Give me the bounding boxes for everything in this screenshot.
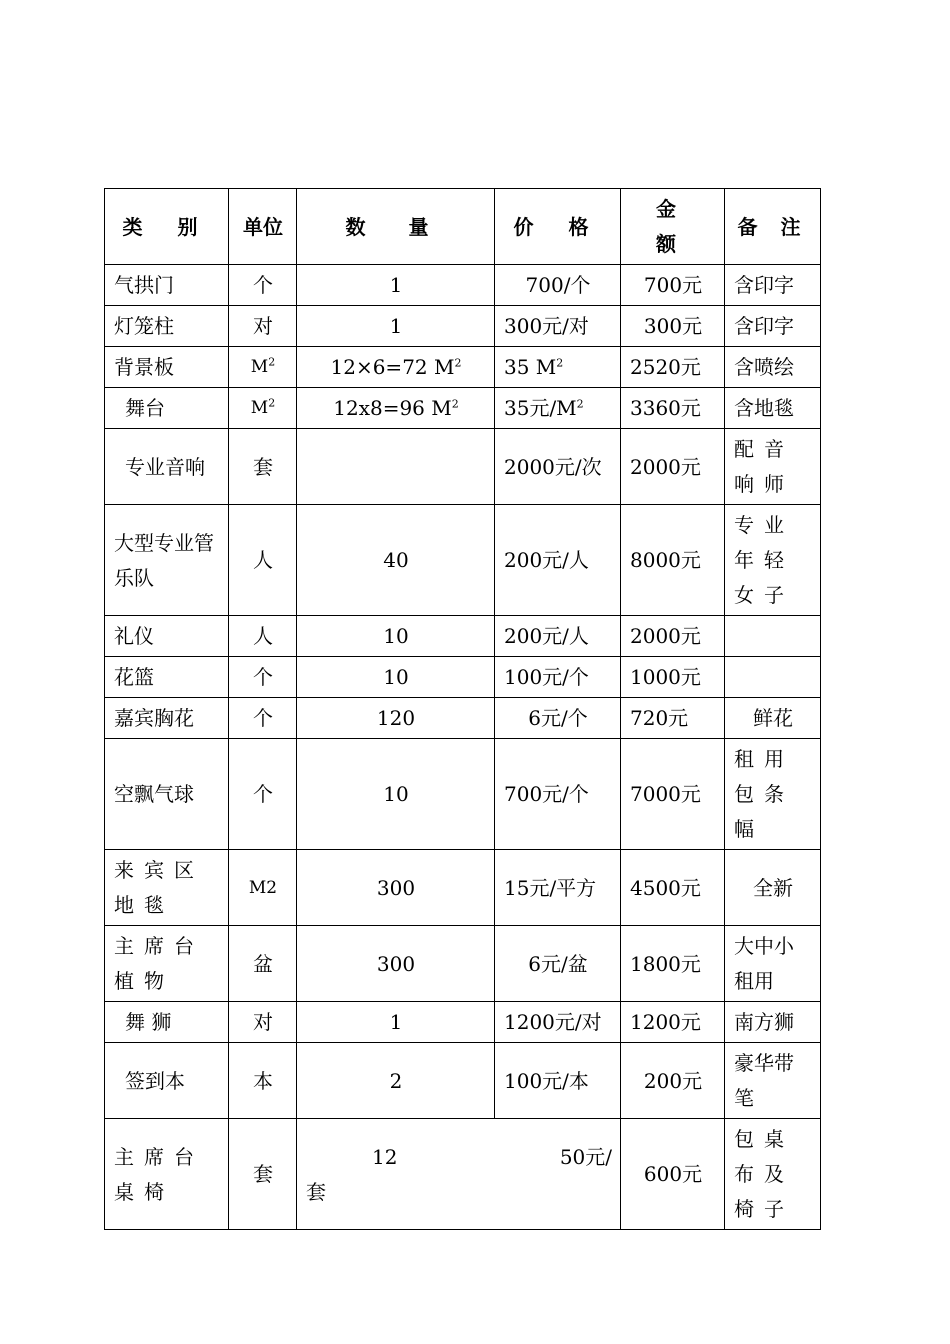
cell-price: [495, 388, 621, 429]
cell-unit: 套: [229, 429, 297, 505]
cell-amount: 1200元: [621, 1002, 725, 1043]
cell-unit: 对: [229, 306, 297, 347]
quantity-text: 12×6=72 M: [330, 355, 455, 379]
cell-remark: 南方狮: [725, 1002, 821, 1043]
table-row: [105, 698, 821, 739]
price-superscript: 2: [576, 397, 584, 411]
quantity-text: 12x8=96 M: [333, 396, 452, 420]
cell-price: 100元/本: [495, 1043, 621, 1119]
unit-superscript: 2: [268, 396, 276, 410]
cell-quantity: [297, 388, 495, 429]
cell-unit: 人: [229, 616, 297, 657]
unit-text: M: [250, 398, 269, 418]
cell-remark: 含印字: [725, 265, 821, 306]
cell-amount: 8000元: [621, 505, 725, 616]
table-row: [105, 1043, 821, 1119]
cell-price: 6元/盆: [495, 926, 621, 1002]
cell-remark: 豪华带笔: [725, 1043, 821, 1119]
table-row: [105, 616, 821, 657]
table-row: [105, 388, 821, 429]
quantity-superscript: 2: [451, 397, 459, 411]
cell-amount: 2000元: [621, 429, 725, 505]
cell-unit: 对: [229, 1002, 297, 1043]
cell-quantity: 1: [297, 1002, 495, 1043]
cell-unit: 个: [229, 739, 297, 850]
cell-price: 6元/个: [495, 698, 621, 739]
cell-price: 15元/平方: [495, 850, 621, 926]
cell-unit: 个: [229, 265, 297, 306]
price-text: 50元/: [559, 1144, 612, 1169]
unit-text: M: [250, 357, 269, 377]
header-quantity: 数 量: [297, 189, 495, 265]
price-tail-text: 套: [306, 1179, 326, 1204]
cell-amount: 2520元: [621, 347, 725, 388]
cell-price: 700元/个: [495, 739, 621, 850]
cell-amount: 1000元: [621, 657, 725, 698]
quotation-table: [104, 188, 821, 1230]
cell-amount: 700元: [621, 265, 725, 306]
price-text: 35元/M: [504, 396, 577, 420]
cell-quantity-price: [297, 1119, 621, 1230]
cell-unit: M2: [229, 850, 297, 926]
cell-category: 主席台桌椅: [105, 1119, 229, 1230]
cell-amount: 7000元: [621, 739, 725, 850]
table-row: [105, 1002, 821, 1043]
cell-category: 来宾区地毯: [105, 850, 229, 926]
table-row: [105, 926, 821, 1002]
cell-quantity: 40: [297, 505, 495, 616]
table-row: [105, 429, 821, 505]
cell-category: 专业音响: [105, 429, 229, 505]
cell-quantity: 2: [297, 1043, 495, 1119]
cell-category: 主席台植物: [105, 926, 229, 1002]
cell-remark: 含印字: [725, 306, 821, 347]
cell-amount: 200元: [621, 1043, 725, 1119]
header-unit: 单位: [229, 189, 297, 265]
cell-remark: 专业年轻女子: [725, 505, 821, 616]
cell-unit: 人: [229, 505, 297, 616]
cell-quantity: 10: [297, 739, 495, 850]
cell-remark: 含喷绘: [725, 347, 821, 388]
cell-price: 200元/人: [495, 505, 621, 616]
price-text: 35 M: [504, 355, 557, 379]
table-row: [105, 1119, 821, 1230]
table-row: [105, 265, 821, 306]
table-row: [105, 306, 821, 347]
cell-price: 100元/个: [495, 657, 621, 698]
cell-amount: 3360元: [621, 388, 725, 429]
cell-category: 灯笼柱: [105, 306, 229, 347]
cell-quantity: 1: [297, 306, 495, 347]
cell-unit: [229, 388, 297, 429]
cell-price: 2000元/次: [495, 429, 621, 505]
table-row: [105, 850, 821, 926]
price-superscript: 2: [556, 356, 564, 370]
cell-unit: 套: [229, 1119, 297, 1230]
cell-price: [495, 347, 621, 388]
cell-quantity: 300: [297, 850, 495, 926]
unit-superscript: 2: [268, 355, 276, 369]
cell-category: 签到本: [105, 1043, 229, 1119]
header-category: 类 别: [105, 189, 229, 265]
cell-price: 300元/对: [495, 306, 621, 347]
cell-category: 嘉宾胸花: [105, 698, 229, 739]
cell-category: 舞 狮: [105, 1002, 229, 1043]
cell-remark: [725, 616, 821, 657]
cell-quantity: 300: [297, 926, 495, 1002]
cell-amount: 600元: [621, 1119, 725, 1230]
table-row: [105, 347, 821, 388]
header-remark: 备 注: [725, 189, 821, 265]
cell-unit: 个: [229, 698, 297, 739]
cell-quantity: 10: [297, 616, 495, 657]
cell-price: 1200元/对: [495, 1002, 621, 1043]
cell-quantity: [297, 347, 495, 388]
cell-unit: 本: [229, 1043, 297, 1119]
cell-remark: 鲜花: [725, 698, 821, 739]
quantity-text: 12: [372, 1144, 398, 1169]
cell-unit: 盆: [229, 926, 297, 1002]
header-row: [105, 189, 821, 265]
cell-unit: 个: [229, 657, 297, 698]
cell-category: 花篮: [105, 657, 229, 698]
cell-amount: 720元: [621, 698, 725, 739]
cell-price: 700/个: [495, 265, 621, 306]
cell-quantity: [297, 429, 495, 505]
quantity-superscript: 2: [454, 356, 462, 370]
cell-quantity: 120: [297, 698, 495, 739]
cell-amount: 1800元: [621, 926, 725, 1002]
table-row: [105, 739, 821, 850]
cell-remark: [725, 657, 821, 698]
cell-quantity: 10: [297, 657, 495, 698]
cell-remark: 租用包条幅: [725, 739, 821, 850]
cell-category: 背景板: [105, 347, 229, 388]
cell-remark: 大中小租用: [725, 926, 821, 1002]
cell-remark: 含地毯: [725, 388, 821, 429]
cell-quantity: 1: [297, 265, 495, 306]
header-amount: 金 额: [621, 189, 725, 265]
cell-amount: 300元: [621, 306, 725, 347]
cell-amount: 2000元: [621, 616, 725, 657]
cell-category: 大型专业管乐队: [105, 505, 229, 616]
cell-price: 200元/人: [495, 616, 621, 657]
table-row: [105, 657, 821, 698]
header-price: 价 格: [495, 189, 621, 265]
cell-remark: 配音响师: [725, 429, 821, 505]
cell-amount: 4500元: [621, 850, 725, 926]
cell-category: 舞台: [105, 388, 229, 429]
cell-unit: [229, 347, 297, 388]
cell-remark: 包桌布及椅子: [725, 1119, 821, 1230]
table-row: [105, 505, 821, 616]
cell-category: 气拱门: [105, 265, 229, 306]
cell-category: 空飘气球: [105, 739, 229, 850]
cell-remark: 全新: [725, 850, 821, 926]
cell-category: 礼仪: [105, 616, 229, 657]
